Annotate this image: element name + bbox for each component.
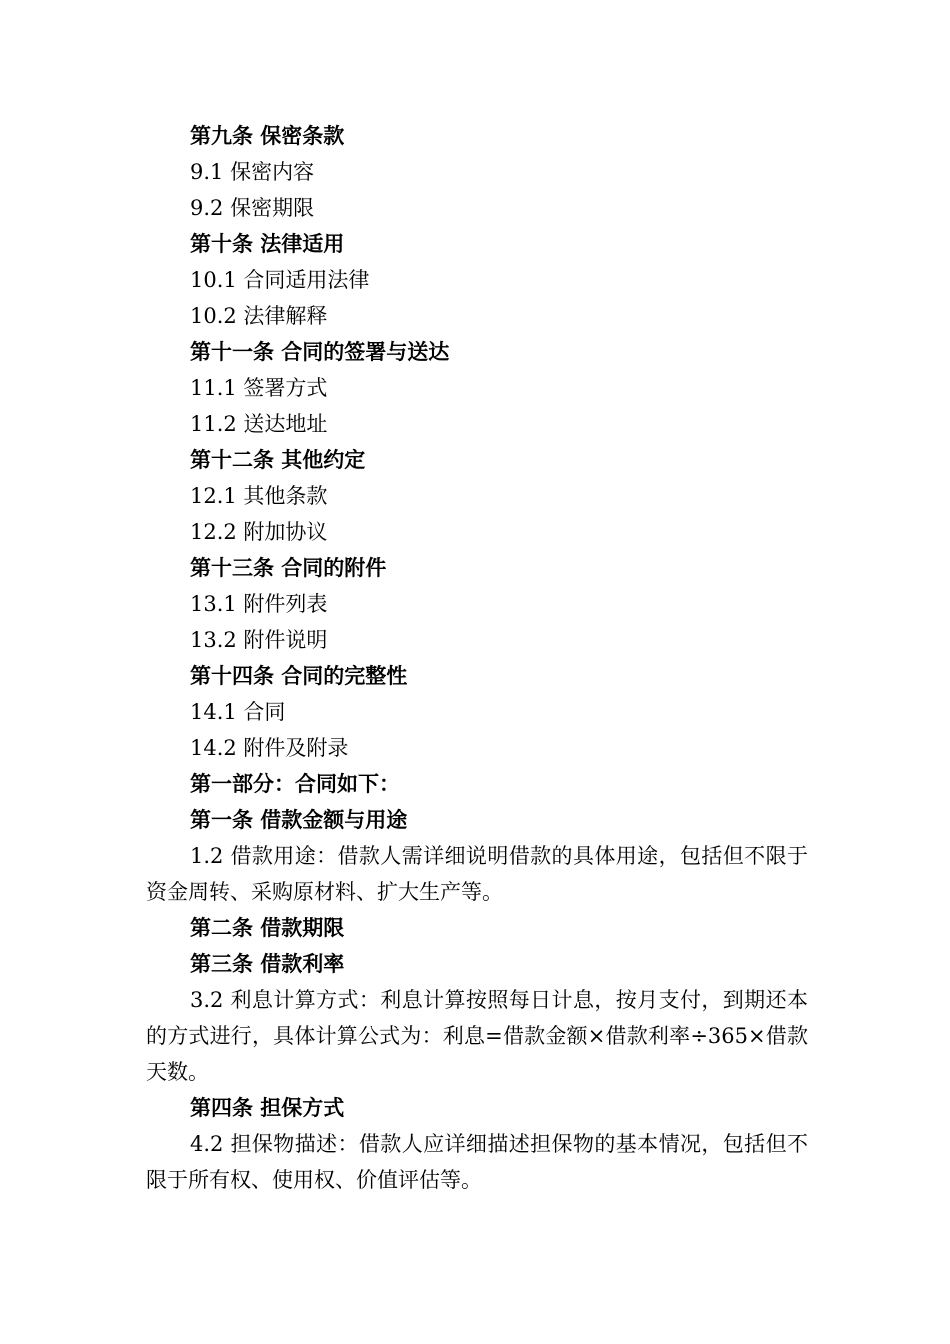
clause-4-2-paragraph: 4.2 担保物描述：借款人应详细描述担保物的基本情况，包括但不限于所有权、使用权、价值评估等。 [146,1132,808,1192]
article-1-heading: 第一条 借款金额与用途 [190,808,408,832]
section-heading-14: 第十四条 合同的完整性 [190,664,408,688]
clause-9-1: 9.1 保密内容 [190,160,315,184]
clause-3-2-paragraph: 3.2 利息计算方式：利息计算按照每日计息，按月支付，到期还本的方式进行，具体计算公式为：利息=借款金额×借款利率÷365×借款天数。 [146,988,808,1084]
clause-10-1: 10.1 合同适用法律 [190,268,370,292]
clause-10-2: 10.2 法律解释 [190,304,328,328]
section-heading-11: 第十一条 合同的签署与送达 [190,340,450,364]
clause-13-2: 13.2 附件说明 [190,628,328,652]
section-heading-13: 第十三条 合同的附件 [190,556,387,580]
article-4-heading: 第四条 担保方式 [190,1096,345,1120]
clause-12-1: 12.1 其他条款 [190,484,328,508]
section-heading-12: 第十二条 其他约定 [190,448,366,472]
part-one-heading: 第一部分：合同如下： [190,772,400,796]
clause-12-2: 12.2 附加协议 [190,520,328,544]
clause-14-2: 14.2 附件及附录 [190,736,349,760]
section-heading-10: 第十条 法律适用 [190,232,345,256]
section-heading-9: 第九条 保密条款 [190,124,345,148]
article-3-heading: 第三条 借款利率 [190,952,345,976]
clause-11-1: 11.1 签署方式 [190,376,328,400]
clause-1-2-paragraph: 1.2 借款用途：借款人需详细说明借款的具体用途，包括但不限于资金周转、采购原材料、扩大生产等。 [146,844,808,904]
clause-11-2: 11.2 送达地址 [190,412,328,436]
document-body [146,118,808,1198]
clause-13-1: 13.1 附件列表 [190,592,328,616]
clause-14-1: 14.1 合同 [190,700,286,724]
clause-9-2: 9.2 保密期限 [190,196,315,220]
article-2-heading: 第二条 借款期限 [190,916,345,940]
